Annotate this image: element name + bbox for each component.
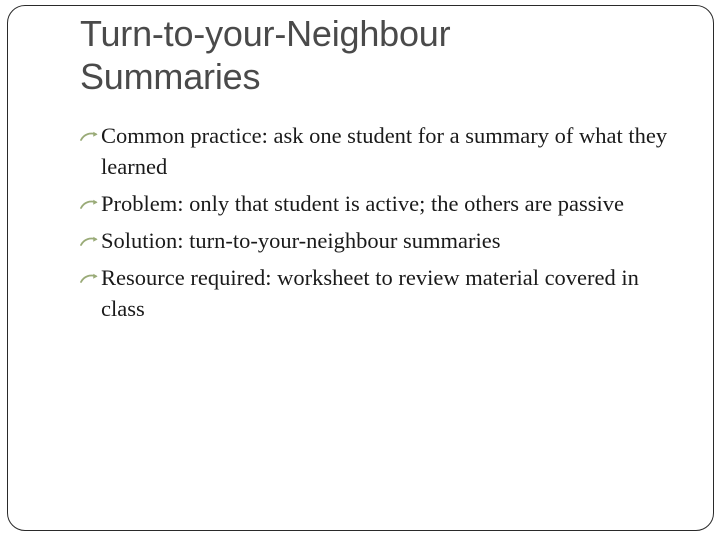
bullet-item (80, 225, 680, 256)
curved-arrow-icon (80, 236, 100, 246)
curved-arrow-icon (80, 273, 100, 283)
bullet-text: Resource required: worksheet to review material covered in class (101, 265, 639, 321)
bullet-item (80, 188, 680, 219)
bullet-list (80, 120, 680, 330)
curved-arrow-icon (80, 131, 100, 141)
slide-title (80, 12, 680, 98)
curved-arrow-icon (80, 199, 100, 209)
bullet-item (80, 120, 680, 182)
slide-title-line-1: Turn-to-your-Neighbour (80, 13, 451, 54)
bullet-text: Common practice: ask one student for a summary of what they learned (101, 123, 668, 179)
bullet-item (80, 262, 680, 324)
slide-title-line-2: Summaries (80, 56, 261, 97)
bullet-text: Solution: turn-to-your-neighbour summaries (101, 228, 501, 253)
bullet-text: Problem: only that student is active; the others are passive (101, 191, 625, 216)
